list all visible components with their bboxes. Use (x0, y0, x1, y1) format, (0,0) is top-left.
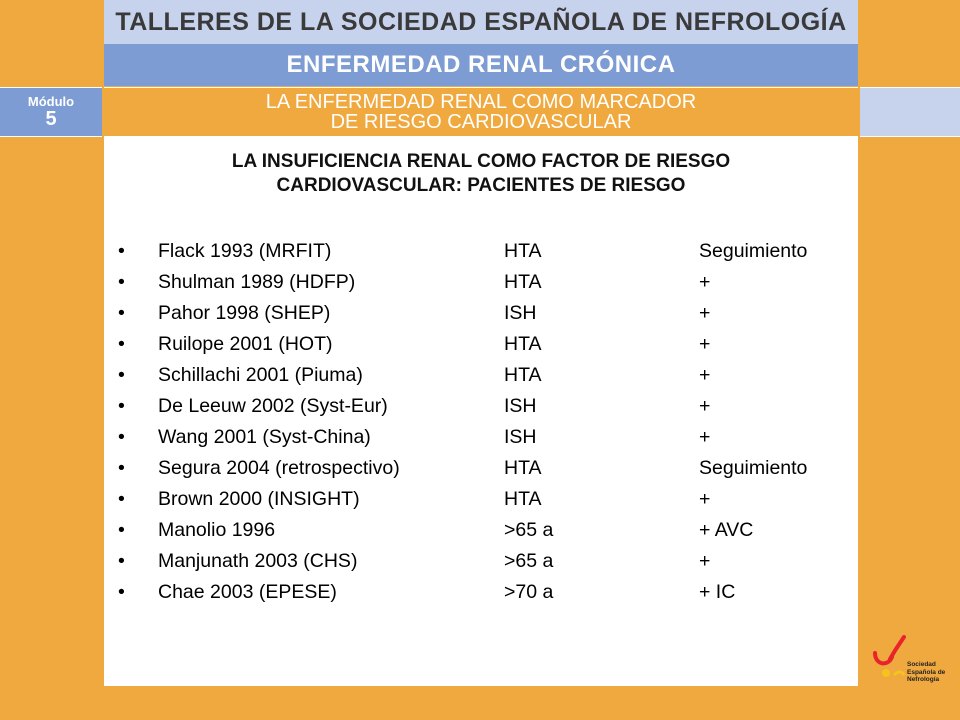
study-name: Ruilope 2001 (HOT) (158, 333, 333, 355)
header-title: TALLERES DE LA SOCIEDAD ESPAÑOLA DE NEFROLOGÍA (115, 7, 847, 36)
module-number: 5 (45, 108, 57, 130)
study-row (118, 550, 858, 581)
study-population: HTA (504, 271, 542, 293)
study-row (118, 395, 858, 426)
study-name: Pahor 1998 (SHEP) (158, 302, 331, 324)
module-tab (0, 87, 102, 137)
study-result: + (699, 550, 711, 572)
logo-line2: Española de (907, 668, 946, 676)
sen-logo-text (907, 661, 945, 684)
study-bullet: • (118, 302, 125, 324)
logo-line1: Sociedad (907, 661, 936, 668)
study-bullet: • (118, 240, 125, 262)
study-row (118, 302, 858, 333)
slide-heading (104, 150, 858, 198)
study-bullet: • (118, 457, 125, 479)
slide-content (104, 136, 858, 686)
study-row (118, 488, 858, 519)
header-subtitle-banner (104, 44, 858, 86)
study-result: + AVC (699, 519, 754, 541)
study-bullet: • (118, 581, 125, 603)
study-bullet: • (118, 519, 125, 541)
study-population: ISH (504, 395, 537, 417)
study-row (118, 364, 858, 395)
study-list (118, 240, 858, 612)
study-result: Seguimiento (699, 240, 808, 262)
study-result: + IC (699, 581, 736, 603)
slide-heading-line2: CARDIOVASCULAR: PACIENTES DE RIESGO (276, 175, 686, 196)
study-population: ISH (504, 302, 537, 324)
study-row (118, 240, 858, 271)
study-result: + (699, 426, 711, 448)
study-row (118, 581, 858, 612)
study-population: ISH (504, 426, 537, 448)
study-population: HTA (504, 488, 542, 510)
module-title-line1: LA ENFERMEDAD RENAL COMO MARCADOR (265, 91, 697, 113)
study-bullet: • (118, 426, 125, 448)
study-result: + (699, 395, 711, 417)
study-result: + (699, 364, 711, 386)
study-bullet: • (118, 395, 125, 417)
study-population: HTA (504, 333, 542, 355)
study-name: Brown 2000 (INSIGHT) (158, 488, 360, 510)
study-name: Chae 2003 (EPESE) (158, 581, 337, 603)
module-title-line2: DE RIESGO CARDIOVASCULAR (330, 111, 632, 133)
module-title-banner (104, 87, 858, 137)
study-name: Schillachi 2001 (Piuma) (158, 364, 363, 386)
study-row (118, 457, 858, 488)
study-row (118, 519, 858, 550)
study-result: + (699, 488, 711, 510)
logo-line3: Nefrología (907, 676, 940, 683)
header-subtitle: ENFERMEDAD RENAL CRÓNICA (286, 51, 676, 78)
header-title-banner (104, 0, 858, 44)
study-name: Manjunath 2003 (CHS) (158, 550, 358, 572)
slide-heading-line1: LA INSUFICIENCIA RENAL COMO FACTOR DE RIESGO (231, 151, 731, 172)
study-bullet: • (118, 550, 125, 572)
study-row (118, 333, 858, 364)
study-row (118, 271, 858, 302)
study-population: >70 a (504, 581, 554, 603)
study-result: Seguimiento (699, 457, 808, 479)
study-result: + (699, 271, 711, 293)
study-bullet: • (118, 488, 125, 510)
study-name: Flack 1993 (MRFIT) (158, 240, 332, 262)
study-name: De Leeuw 2002 (Syst-Eur) (158, 395, 388, 417)
study-name: Shulman 1989 (HDFP) (158, 271, 356, 293)
right-decorative-tab (860, 87, 960, 137)
study-name: Wang 2001 (Syst-China) (158, 426, 371, 448)
study-population: >65 a (504, 550, 554, 572)
study-population: HTA (504, 240, 542, 262)
study-bullet: • (118, 271, 125, 293)
study-bullet: • (118, 364, 125, 386)
study-bullet: • (118, 333, 125, 355)
study-row (118, 426, 858, 457)
module-label: Módulo (27, 94, 75, 109)
study-name: Segura 2004 (retrospectivo) (158, 457, 400, 479)
study-population: >65 a (504, 519, 554, 541)
study-population: HTA (504, 457, 542, 479)
study-result: + (699, 302, 711, 324)
study-result: + (699, 333, 711, 355)
study-name: Manolio 1996 (158, 519, 276, 541)
study-population: HTA (504, 364, 542, 386)
